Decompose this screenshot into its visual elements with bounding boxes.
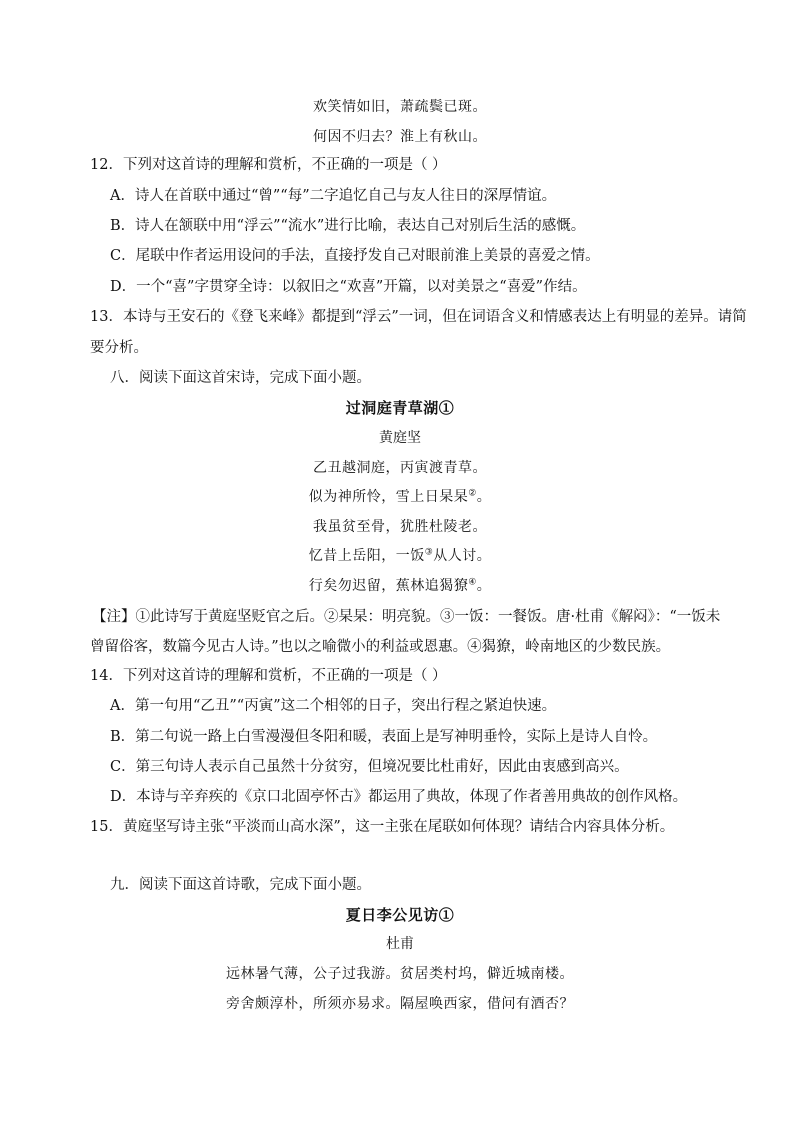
poem2-line-2-tail: 。 xyxy=(476,489,492,505)
poem2-line-4 xyxy=(0,546,800,566)
poem2-line-5-text: 行矣勿迟留，蕉林追猲獠 xyxy=(308,578,469,594)
poem2-line-3 xyxy=(0,517,800,537)
question-13-line-2: 要分析。 xyxy=(90,340,148,356)
question-14-stem: 14．下列对这首诗的理解和赏析，不正确的一项是（ ） xyxy=(90,668,447,684)
question-15-stem: 15．黄庭坚写诗主张“平淡而山高水深”，这一主张在尾联如何体现？请结合内容具体分析。 xyxy=(90,819,675,835)
poem2-line-1-text: 乙丑越洞庭，丙寅渡青草。 xyxy=(313,460,487,476)
note-marker-3: ③ xyxy=(424,547,434,558)
question-13-line-1: 13．本诗与王安石的《登飞来峰》都提到“浮云”一词，但在词语含义和情感表达上有明显的差异。请简 xyxy=(90,309,747,325)
poem2-line-4-tail: 从人讨。 xyxy=(433,548,492,564)
poem3-line-1: 远林暑气薄，公子过我游。贫居类村坞，僻近城南楼。 xyxy=(226,966,574,982)
poem3-title: 夏日李公见访① xyxy=(345,906,455,924)
poem2-line-4-text: 忆昔上岳阳，一饭 xyxy=(308,548,425,564)
poem2-note-line-1: 【注】①此诗写于黄庭坚贬官之后。②杲杲：明亮貌。③一饭：一餐饭。唐·杜甫《解闷》：“一饭未 xyxy=(92,609,721,625)
poem2-note-line-2: 曾留俗客，数篇今见古人诗。”也以之喻微小的利益或恩惠。④猲獠，岭南地区的少数民族。 xyxy=(90,639,671,655)
poem2-line-1 xyxy=(0,458,800,478)
question-12-option-c: C．尾联中作者运用设问的手法，直接抒发自己对眼前淮上美景的喜爱之情。 xyxy=(110,248,600,264)
poem2-author: 黄庭坚 xyxy=(379,430,421,446)
note-marker-2: ② xyxy=(468,488,477,499)
poem3-author: 杜甫 xyxy=(386,936,414,952)
question-12-option-a: A．诗人在首联中通过“曾”“每”二字追忆自己与友人往日的深厚情谊。 xyxy=(110,188,557,204)
poem2-line-2 xyxy=(0,487,800,507)
question-14-option-d: D．本诗与辛弃疾的《京口北固亭怀古》都运用了典故，体现了作者善用典故的创作风格。 xyxy=(110,789,688,805)
poem2-line-5 xyxy=(0,576,800,596)
poem1-line-4: 何因不归去？淮上有秋山。 xyxy=(313,129,487,145)
section-9-heading: 九．阅读下面这首诗歌，完成下面小题。 xyxy=(110,877,371,893)
question-14-option-c: C．第三句诗人表示自己虽然十分贫穷，但境况要比杜甫好，因此由衷感到高兴。 xyxy=(110,759,629,775)
poem2-line-3-text: 我虽贫至骨，犹胜杜陵老。 xyxy=(313,519,487,535)
poem1-line-3: 欢笑情如旧，萧疏鬓已斑。 xyxy=(313,99,487,115)
question-12-option-b: B．诗人在颔联中用“浮云”“流水”进行比喻，表达自己对别后生活的感慨。 xyxy=(110,218,586,234)
poem2-line-5-tail: 。 xyxy=(476,578,492,594)
question-14-option-b: B．第二句说一路上白雪漫漫但冬阳和暖，表面上是写神明垂怜，实际上是诗人自怜。 xyxy=(110,729,658,745)
poem2-title: 过洞庭青草湖① xyxy=(345,399,455,417)
question-12-option-d: D．一个“喜”字贯穿全诗：以叙旧之“欢喜”开篇，以对美景之“喜爱”作结。 xyxy=(110,279,587,295)
note-marker-4: ④ xyxy=(468,577,477,588)
section-8-heading: 八．阅读下面这首宋诗，完成下面小题。 xyxy=(110,370,371,386)
poem2-line-2-text: 似为神所怜，雪上日杲杲 xyxy=(308,489,469,505)
poem3-line-2: 旁舍颇淳朴，所须亦易求。隔屋唤西家，借问有酒否？ xyxy=(226,996,574,1012)
question-14-option-a: A．第一句用“乙丑”“丙寅”这二个相邻的日子，突出行程之紧迫快速。 xyxy=(110,698,557,714)
question-12-stem: 12．下列对这首诗的理解和赏析，不正确的一项是（ ） xyxy=(90,157,447,173)
